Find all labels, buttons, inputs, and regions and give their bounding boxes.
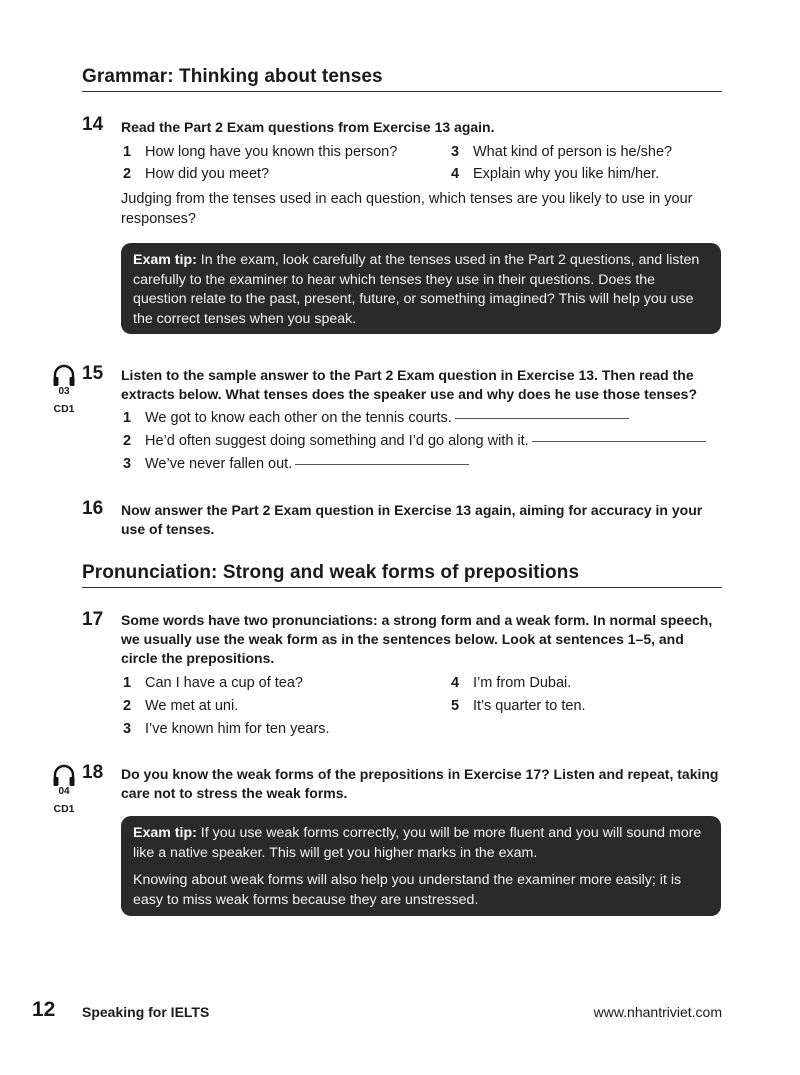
item-number: 5 (451, 698, 460, 714)
exercise-17-item-1 (123, 674, 303, 693)
exam-tip-box-1 (121, 243, 721, 334)
exam-tip-label: Exam tip: (133, 252, 197, 268)
website-url: www.nhantriviet.com (593, 1004, 722, 1020)
audio-track-04[interactable] (50, 762, 78, 815)
exercise-number-17: 17 (82, 609, 104, 630)
item-text: I’m from Dubai. (473, 675, 572, 691)
exercise-number-16: 16 (82, 498, 104, 519)
exercise-17-item-4 (451, 674, 571, 693)
exam-tip-body: In the exam, look carefully at the tenses used in the Part 2 questions, and listen carefully to the examiner to hear which tenses they use in their questions. Does the question relate to the past, present, future, or something imagined? This will help you use the correct tenses when you speak. (133, 252, 700, 327)
item-number: 2 (123, 698, 132, 714)
item-text: We got to know each other on the tennis courts. (145, 410, 452, 426)
item-text: We’ve never fallen out. (145, 456, 293, 472)
exercise-15-item-1 (123, 409, 629, 428)
exercise-15-item-3 (123, 455, 469, 474)
item-text: He’d often suggest doing something and I’d go along with it. (145, 433, 529, 449)
page-number: 12 (32, 998, 56, 1021)
item-number: 1 (123, 675, 132, 691)
item-number: 1 (123, 144, 132, 160)
exercise-14-question: Judging from the tenses used in each question, which tenses are you likely to use in your responses? (121, 191, 693, 227)
exercise-number-14: 14 (82, 114, 104, 135)
audio-track-number: 04 (58, 786, 70, 797)
exercise-14-item-2 (123, 165, 269, 184)
item-text: How did you meet? (145, 166, 270, 182)
exercise-18-instruction: Do you know the weak forms of the prepositions in Exercise 17? Listen and repeat, taking care not to stress the weak forms. (121, 766, 719, 801)
answer-blank[interactable] (455, 417, 629, 419)
section-heading-pronunciation: Pronunciation: Strong and weak forms of prepositions (82, 562, 722, 588)
exercise-14-item-1 (123, 143, 397, 162)
exercise-17-item-3 (123, 720, 330, 739)
exam-tip-text-2: Knowing about weak forms will also help you understand the examiner more easily; it is easy to miss weak forms because they are unstressed. (133, 872, 682, 908)
item-text: I’ve known him for ten years. (145, 721, 330, 737)
exercise-number-18: 18 (82, 762, 104, 783)
item-number: 4 (451, 166, 460, 182)
audio-cd-label: CD1 (53, 803, 75, 815)
item-number: 4 (451, 675, 460, 691)
exercise-14-instruction: Read the Part 2 Exam questions from Exercise 13 again. (121, 119, 495, 135)
exam-tip-body: If you use weak forms correctly, you will be more fluent and you will sound more like a native speaker. This will get you higher marks in the exam. (133, 825, 702, 861)
item-text: How long have you known this person? (145, 144, 398, 160)
answer-blank[interactable] (532, 440, 706, 442)
exercise-17-item-5 (451, 697, 586, 716)
item-text: Explain why you like him/her. (473, 166, 660, 182)
exercise-15-item-2 (123, 432, 706, 451)
book-title: Speaking for IELTS (82, 1004, 210, 1020)
exam-tip-label: Exam tip: (133, 825, 197, 841)
item-number: 2 (123, 433, 132, 449)
exercise-17-item-2 (123, 697, 238, 716)
exercise-14-item-4 (451, 165, 659, 184)
exercise-14-item-3 (451, 143, 672, 162)
exercise-15-instruction: Listen to the sample answer to the Part 2 Exam question in Exercise 13. Then read the extracts below. What tenses does the speaker use and why does he use those tenses? (121, 367, 698, 402)
audio-track-03[interactable] (50, 362, 78, 415)
headphones-icon (51, 362, 77, 388)
answer-blank[interactable] (295, 463, 469, 465)
item-text: We met at uni. (145, 698, 239, 714)
item-number: 3 (123, 456, 132, 472)
audio-cd-label: CD1 (53, 403, 75, 415)
item-number: 2 (123, 166, 132, 182)
exercise-number-15: 15 (82, 363, 104, 384)
exam-tip-text (133, 824, 709, 863)
exam-tip-text (133, 251, 709, 329)
audio-track-number: 03 (58, 386, 70, 397)
item-number: 1 (123, 410, 132, 426)
section-heading-grammar: Grammar: Thinking about tenses (82, 66, 722, 92)
item-text: Can I have a cup of tea? (145, 675, 303, 691)
item-number: 3 (123, 721, 132, 737)
exam-tip-box-2 (121, 816, 721, 916)
item-text: It’s quarter to ten. (473, 698, 586, 714)
exercise-17-instruction: Some words have two pronunciations: a strong form and a weak form. In normal speech, we usually use the weak form as in the sentences below. Look at sentences 1–5, and circle the prepositions. (121, 612, 713, 666)
exercise-16-instruction: Now answer the Part 2 Exam question in Exercise 13 again, aiming for accuracy in your use of tenses. (121, 502, 703, 537)
item-number: 3 (451, 144, 460, 160)
item-text: What kind of person is he/she? (473, 144, 673, 160)
headphones-icon (51, 762, 77, 788)
